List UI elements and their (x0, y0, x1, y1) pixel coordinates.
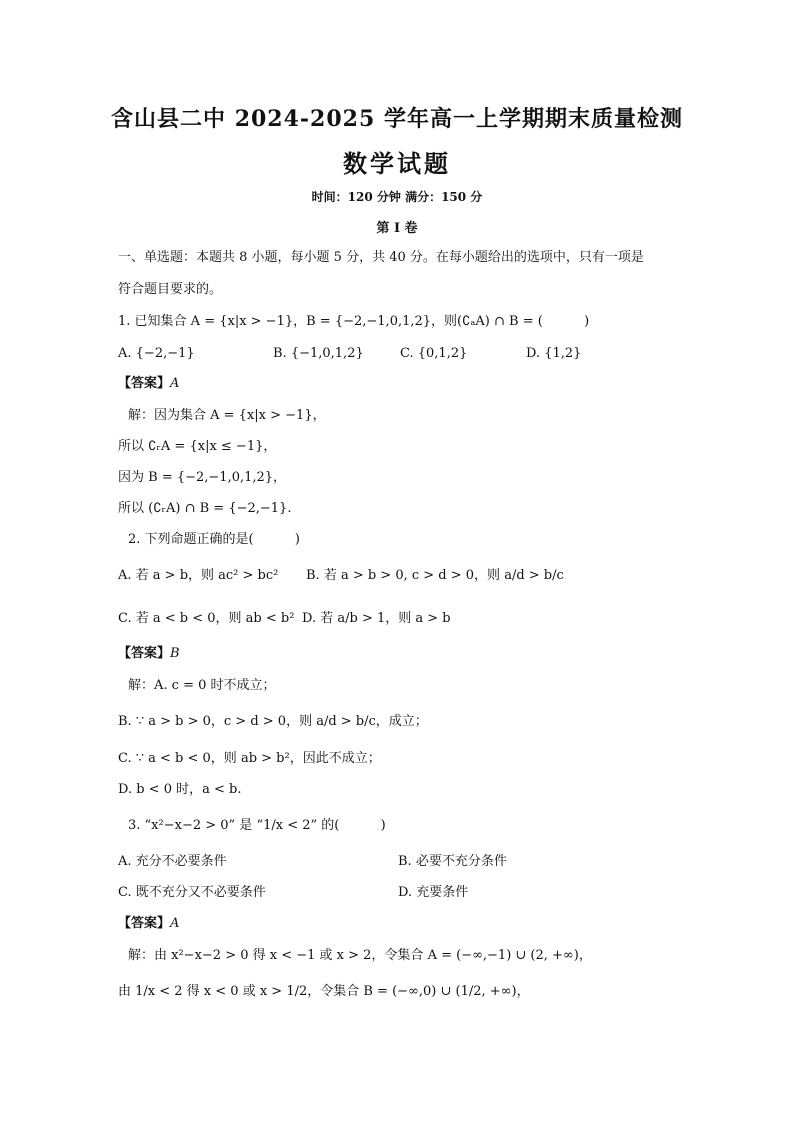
q1-answer (118, 375, 179, 393)
q1-option-a: A. {−2,−1} (118, 346, 195, 361)
q3-solution-line1: 解：由 x²−x−2 > 0 得 x < −1 或 x > 2，令集合 A = (−∞,−1) ∪ (2, +∞)， (128, 948, 592, 963)
q3-option-c: C. 既不充分又不必要条件 (118, 885, 266, 900)
answer-value: A (170, 916, 180, 931)
q2-option-b: B. 若 a > b > 0, c > d > 0，则 a/d > b/c (306, 568, 564, 583)
q2-solution-line4: D. b < 0 时，a < b. (118, 782, 242, 797)
answer-tag: 【答案】 (118, 646, 171, 661)
q2-option-d: D. 若 a/b > 1，则 a > b (302, 611, 451, 626)
q1-solution-line4: 所以 (∁ᵣA) ∩ B = {−2,−1}. (118, 501, 292, 516)
q1-solution-line1: 解：因为集合 A = {x|x > −1}， (128, 408, 326, 423)
q1-stem: 1. 已知集合 A = {x|x > −1}，B = {−2,−1,0,1,2}，则(∁ₐA) ∩ B = ( ) (118, 314, 590, 329)
q3-option-b: B. 必要不充分条件 (398, 854, 507, 869)
q2-answer (118, 645, 180, 663)
exam-subtitle: 数学试题 (343, 149, 451, 178)
volume-label: 第 I 卷 (376, 221, 418, 236)
q2-stem: 2. 下列命题正确的是( ) (128, 532, 301, 547)
q3-stem: 3. “x²−x−2 > 0” 是 “1/x < 2” 的( ) (128, 818, 386, 833)
q2-solution-line1: 解：A. c = 0 时不成立； (128, 678, 276, 693)
exam-title: 含山县二中 2024-2025 学年高一上学期期末质量检测 (111, 106, 683, 132)
exam-meta: 时间：120 分钟 满分：150 分 (311, 190, 483, 204)
q1-solution-line2: 所以 ∁ᵣA = {x|x ≤ −1}， (118, 439, 277, 454)
q3-answer (118, 915, 179, 933)
q1-option-d: D. {1,2} (526, 346, 582, 361)
section-intro-line1: 一、单选题：本题共 8 小题，每小题 5 分，共 40 分。在每小题给出的选项中，只有一项是 (118, 250, 644, 265)
q2-option-a: A. 若 a > b，则 ac² > bc² (118, 568, 279, 583)
q3-option-d: D. 充要条件 (398, 885, 469, 900)
answer-value: A (170, 376, 180, 391)
q3-option-a: A. 充分不必要条件 (118, 854, 227, 869)
q1-solution-line3: 因为 B = {−2,−1,0,1,2}， (118, 470, 287, 485)
answer-value: B (170, 646, 180, 661)
q1-option-c: C. {0,1,2} (400, 346, 468, 361)
answer-tag: 【答案】 (118, 376, 171, 391)
q2-option-c: C. 若 a < b < 0，则 ab < b² (118, 611, 295, 626)
q3-solution-line2: 由 1/x < 2 得 x < 0 或 x > 1/2，令集合 B = (−∞,0) ∪ (1/2, +∞)， (118, 984, 530, 999)
answer-tag: 【答案】 (118, 916, 171, 931)
section-intro-line2: 符合题目要求的。 (118, 282, 223, 297)
q2-solution-line2: B. ∵ a > b > 0，c > d > 0，则 a/d > b/c，成立； (118, 714, 428, 729)
q2-solution-line3: C. ∵ a < b < 0，则 ab > b²，因此不成立； (118, 751, 381, 766)
q1-option-b: B. {−1,0,1,2} (273, 346, 364, 361)
